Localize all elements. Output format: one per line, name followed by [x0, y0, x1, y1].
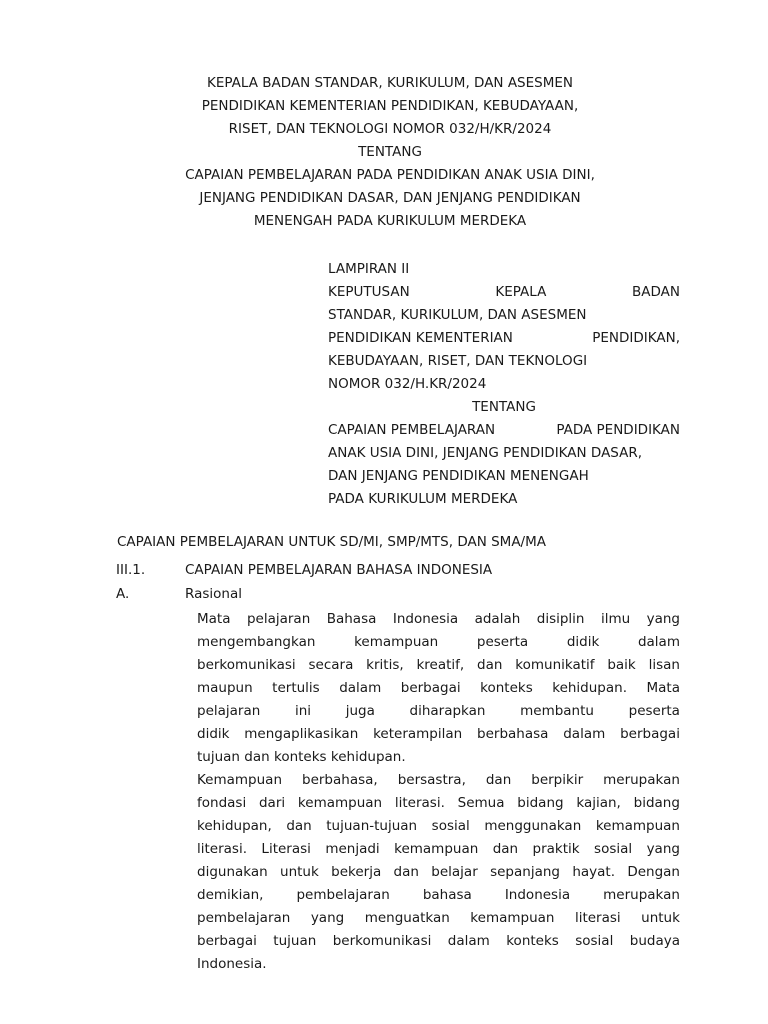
paragraph-line: [197, 769, 680, 792]
word: lisan: [648, 657, 680, 673]
word: Dengan: [627, 864, 680, 880]
word: bahasa: [422, 887, 472, 903]
word: tertulis: [272, 680, 320, 696]
word: kemampuan: [595, 818, 680, 834]
word: bekerja: [331, 864, 382, 880]
word: menguatkan: [364, 910, 450, 926]
word: sepanjang: [490, 864, 560, 880]
word: kreatif,: [416, 657, 465, 673]
word: sosial: [431, 818, 470, 834]
lampiran-line: [328, 419, 680, 442]
word: kemampuan: [394, 841, 479, 857]
word: berbagai: [400, 680, 461, 696]
word: keterampilan: [373, 726, 463, 742]
word: merupakan: [603, 887, 680, 903]
paragraph-line: [197, 884, 680, 907]
word: dalam: [637, 634, 680, 650]
header-line: TENTANG: [358, 144, 422, 160]
word: komunikatif: [515, 657, 595, 673]
word: tujuan: [197, 749, 245, 765]
word: Literasi: [261, 841, 311, 857]
word: dari: [258, 795, 286, 811]
word: kemampuan: [470, 910, 555, 926]
word: berbahasa,: [302, 772, 378, 788]
word: pembelajaran: [296, 887, 390, 903]
word: pelajaran: [246, 611, 311, 627]
lampiran-line: PADA KURIKULUM MERDEKA: [328, 491, 518, 507]
word: dalam: [447, 933, 490, 949]
lampiran-word: KEPALA: [495, 284, 547, 300]
subsection-heading: [116, 586, 242, 602]
word: peserta: [628, 703, 680, 719]
word: konteks: [506, 933, 559, 949]
header-line: RISET, DAN TEKNOLOGI NOMOR 032/H/KR/2024: [228, 121, 552, 137]
paragraph-line: [197, 654, 680, 677]
lampiran-word: CAPAIAN PEMBELAJARAN: [328, 422, 496, 438]
word: yang: [310, 910, 345, 926]
word: dan: [477, 657, 503, 673]
word: demikian,: [197, 887, 264, 903]
lampiran-word: PENDIDIKAN,: [592, 330, 680, 346]
word: didik: [197, 726, 230, 742]
word: dan: [393, 864, 419, 880]
subsection-label: Rasional: [185, 586, 242, 602]
word: literasi: [574, 910, 621, 926]
lampiran-label: LAMPIRAN II: [328, 261, 410, 277]
word: merupakan: [603, 772, 680, 788]
word: mengembangkan: [197, 634, 316, 650]
lampiran-line: [328, 281, 680, 304]
paragraph-line: [197, 930, 680, 953]
word: konteks: [480, 680, 533, 696]
paragraph-line: [197, 953, 680, 976]
word: berkomunikasi: [197, 657, 296, 673]
lampiran-line: ANAK USIA DINI, JENJANG PENDIDIKAN DASAR,: [328, 445, 643, 461]
word: Kemampuan: [197, 772, 283, 788]
word: mengaplikasikan: [244, 726, 359, 742]
word: konteks: [273, 749, 331, 765]
paragraph-line: [197, 631, 680, 654]
word: bersastra,: [397, 772, 466, 788]
subsection-heading: [116, 562, 492, 578]
word: disiplin: [536, 611, 585, 627]
word: dan: [485, 772, 512, 788]
paragraph: [197, 769, 680, 976]
paragraph-line: [197, 746, 680, 769]
word: dan: [286, 818, 312, 834]
word: kehidupan.: [552, 680, 627, 696]
lampiran-word: KEPUTUSAN: [328, 284, 410, 300]
paragraph-line: [197, 838, 680, 861]
word: kritis,: [366, 657, 404, 673]
word: peserta: [476, 634, 529, 650]
word: maupun: [197, 680, 253, 696]
word: Indonesia: [392, 611, 459, 627]
word: menjadi: [325, 841, 380, 857]
word: Mata: [197, 611, 231, 627]
word: Mata: [646, 680, 680, 696]
word: berbagai: [620, 726, 680, 742]
paragraph-line: [197, 723, 680, 746]
word: pembelajaran: [197, 910, 291, 926]
word: ilmu: [600, 611, 631, 627]
word: baik: [607, 657, 636, 673]
word: yang: [646, 841, 680, 857]
word: dalam: [563, 726, 606, 742]
word: pelajaran: [197, 703, 261, 719]
word: praktik: [532, 841, 580, 857]
word: hayat.: [572, 864, 615, 880]
word: berkomunikasi: [332, 933, 432, 949]
word: berpikir: [531, 772, 584, 788]
word: ini: [294, 703, 312, 719]
word: yang: [646, 611, 680, 627]
word: Bahasa: [326, 611, 377, 627]
word: berbagai: [197, 933, 257, 949]
document-header: [100, 72, 680, 233]
paragraph-line: [197, 861, 680, 884]
paragraph-line: [197, 792, 680, 815]
lampiran-line: NOMOR 032/H.KR/2024: [328, 376, 487, 392]
header-line: MENENGAH PADA KURIKULUM MERDEKA: [253, 213, 527, 229]
word: kajian,: [576, 795, 621, 811]
word: diharapkan: [409, 703, 486, 719]
word: bidang: [633, 795, 680, 811]
word: budaya: [629, 933, 680, 949]
lampiran-word: BADAN: [632, 284, 680, 300]
lampiran-line: STANDAR, KURIKULUM, DAN ASESMEN: [328, 307, 587, 323]
word: berbahasa: [477, 726, 549, 742]
word: membantu: [520, 703, 594, 719]
paragraph-line: [197, 815, 680, 838]
word: menggunakan: [484, 818, 582, 834]
word: literasi.: [394, 795, 445, 811]
subsection-label: CAPAIAN PEMBELAJARAN BAHASA INDONESIA: [185, 562, 493, 578]
word: literasi.: [197, 841, 247, 857]
word: tujuan: [273, 933, 317, 949]
word: belajar: [431, 864, 478, 880]
word: kemampuan: [354, 634, 439, 650]
word: juga: [345, 703, 375, 719]
word: Indonesia: [504, 887, 571, 903]
header-line: JENJANG PENDIDIKAN DASAR, DAN JENJANG PENDIDIKAN: [199, 190, 581, 206]
subsection-number: A.: [116, 586, 130, 602]
word: digunakan: [197, 864, 268, 880]
paragraph-line: [197, 907, 680, 930]
subsection-number: III.1.: [116, 562, 146, 578]
paragraph-line: [197, 677, 680, 700]
header-line: PENDIDIKAN KEMENTERIAN PENDIDIKAN, KEBUDAYAAN,: [201, 98, 579, 114]
paragraph-line: [197, 700, 680, 723]
header-line: KEPALA BADAN STANDAR, KURIKULUM, DAN ASESMEN: [206, 75, 574, 91]
word: tujuan-tujuan: [326, 818, 418, 834]
word: kehidupan,: [197, 818, 272, 834]
word: didik: [566, 634, 600, 650]
lampiran-line: [328, 327, 680, 350]
word: Indonesia.: [197, 956, 267, 972]
word: untuk: [280, 864, 319, 880]
lampiran-line: DAN JENJANG PENDIDIKAN MENENGAH: [328, 468, 589, 484]
word: secara: [308, 657, 354, 673]
word: dan: [244, 749, 274, 765]
word: sosial: [575, 933, 614, 949]
lampiran-block: [328, 258, 680, 511]
lampiran-tentang: TENTANG: [472, 399, 536, 415]
word: untuk: [641, 910, 680, 926]
word: Semua: [457, 795, 505, 811]
header-line: CAPAIAN PEMBELAJARAN PADA PENDIDIKAN ANAK USIA DINI,: [185, 167, 595, 183]
word: dan: [492, 841, 519, 857]
lampiran-word: PADA PENDIDIKAN: [556, 422, 680, 438]
lampiran-line: KEBUDAYAAN, RISET, DAN TEKNOLOGI: [328, 353, 588, 369]
word: fondasi: [197, 795, 247, 811]
word: bidang: [517, 795, 564, 811]
word: adalah: [474, 611, 521, 627]
paragraph-line: [197, 608, 680, 631]
section-title: CAPAIAN PEMBELAJARAN UNTUK SD/MI, SMP/MTS, DAN SMA/MA: [117, 534, 546, 550]
word: kehidupan.: [330, 749, 406, 765]
body-text: [197, 608, 680, 976]
lampiran-word: PENDIDIKAN KEMENTERIAN: [328, 330, 513, 346]
paragraph: [197, 608, 680, 769]
word: dalam: [339, 680, 382, 696]
word: kemampuan: [297, 795, 383, 811]
word: sosial: [594, 841, 633, 857]
